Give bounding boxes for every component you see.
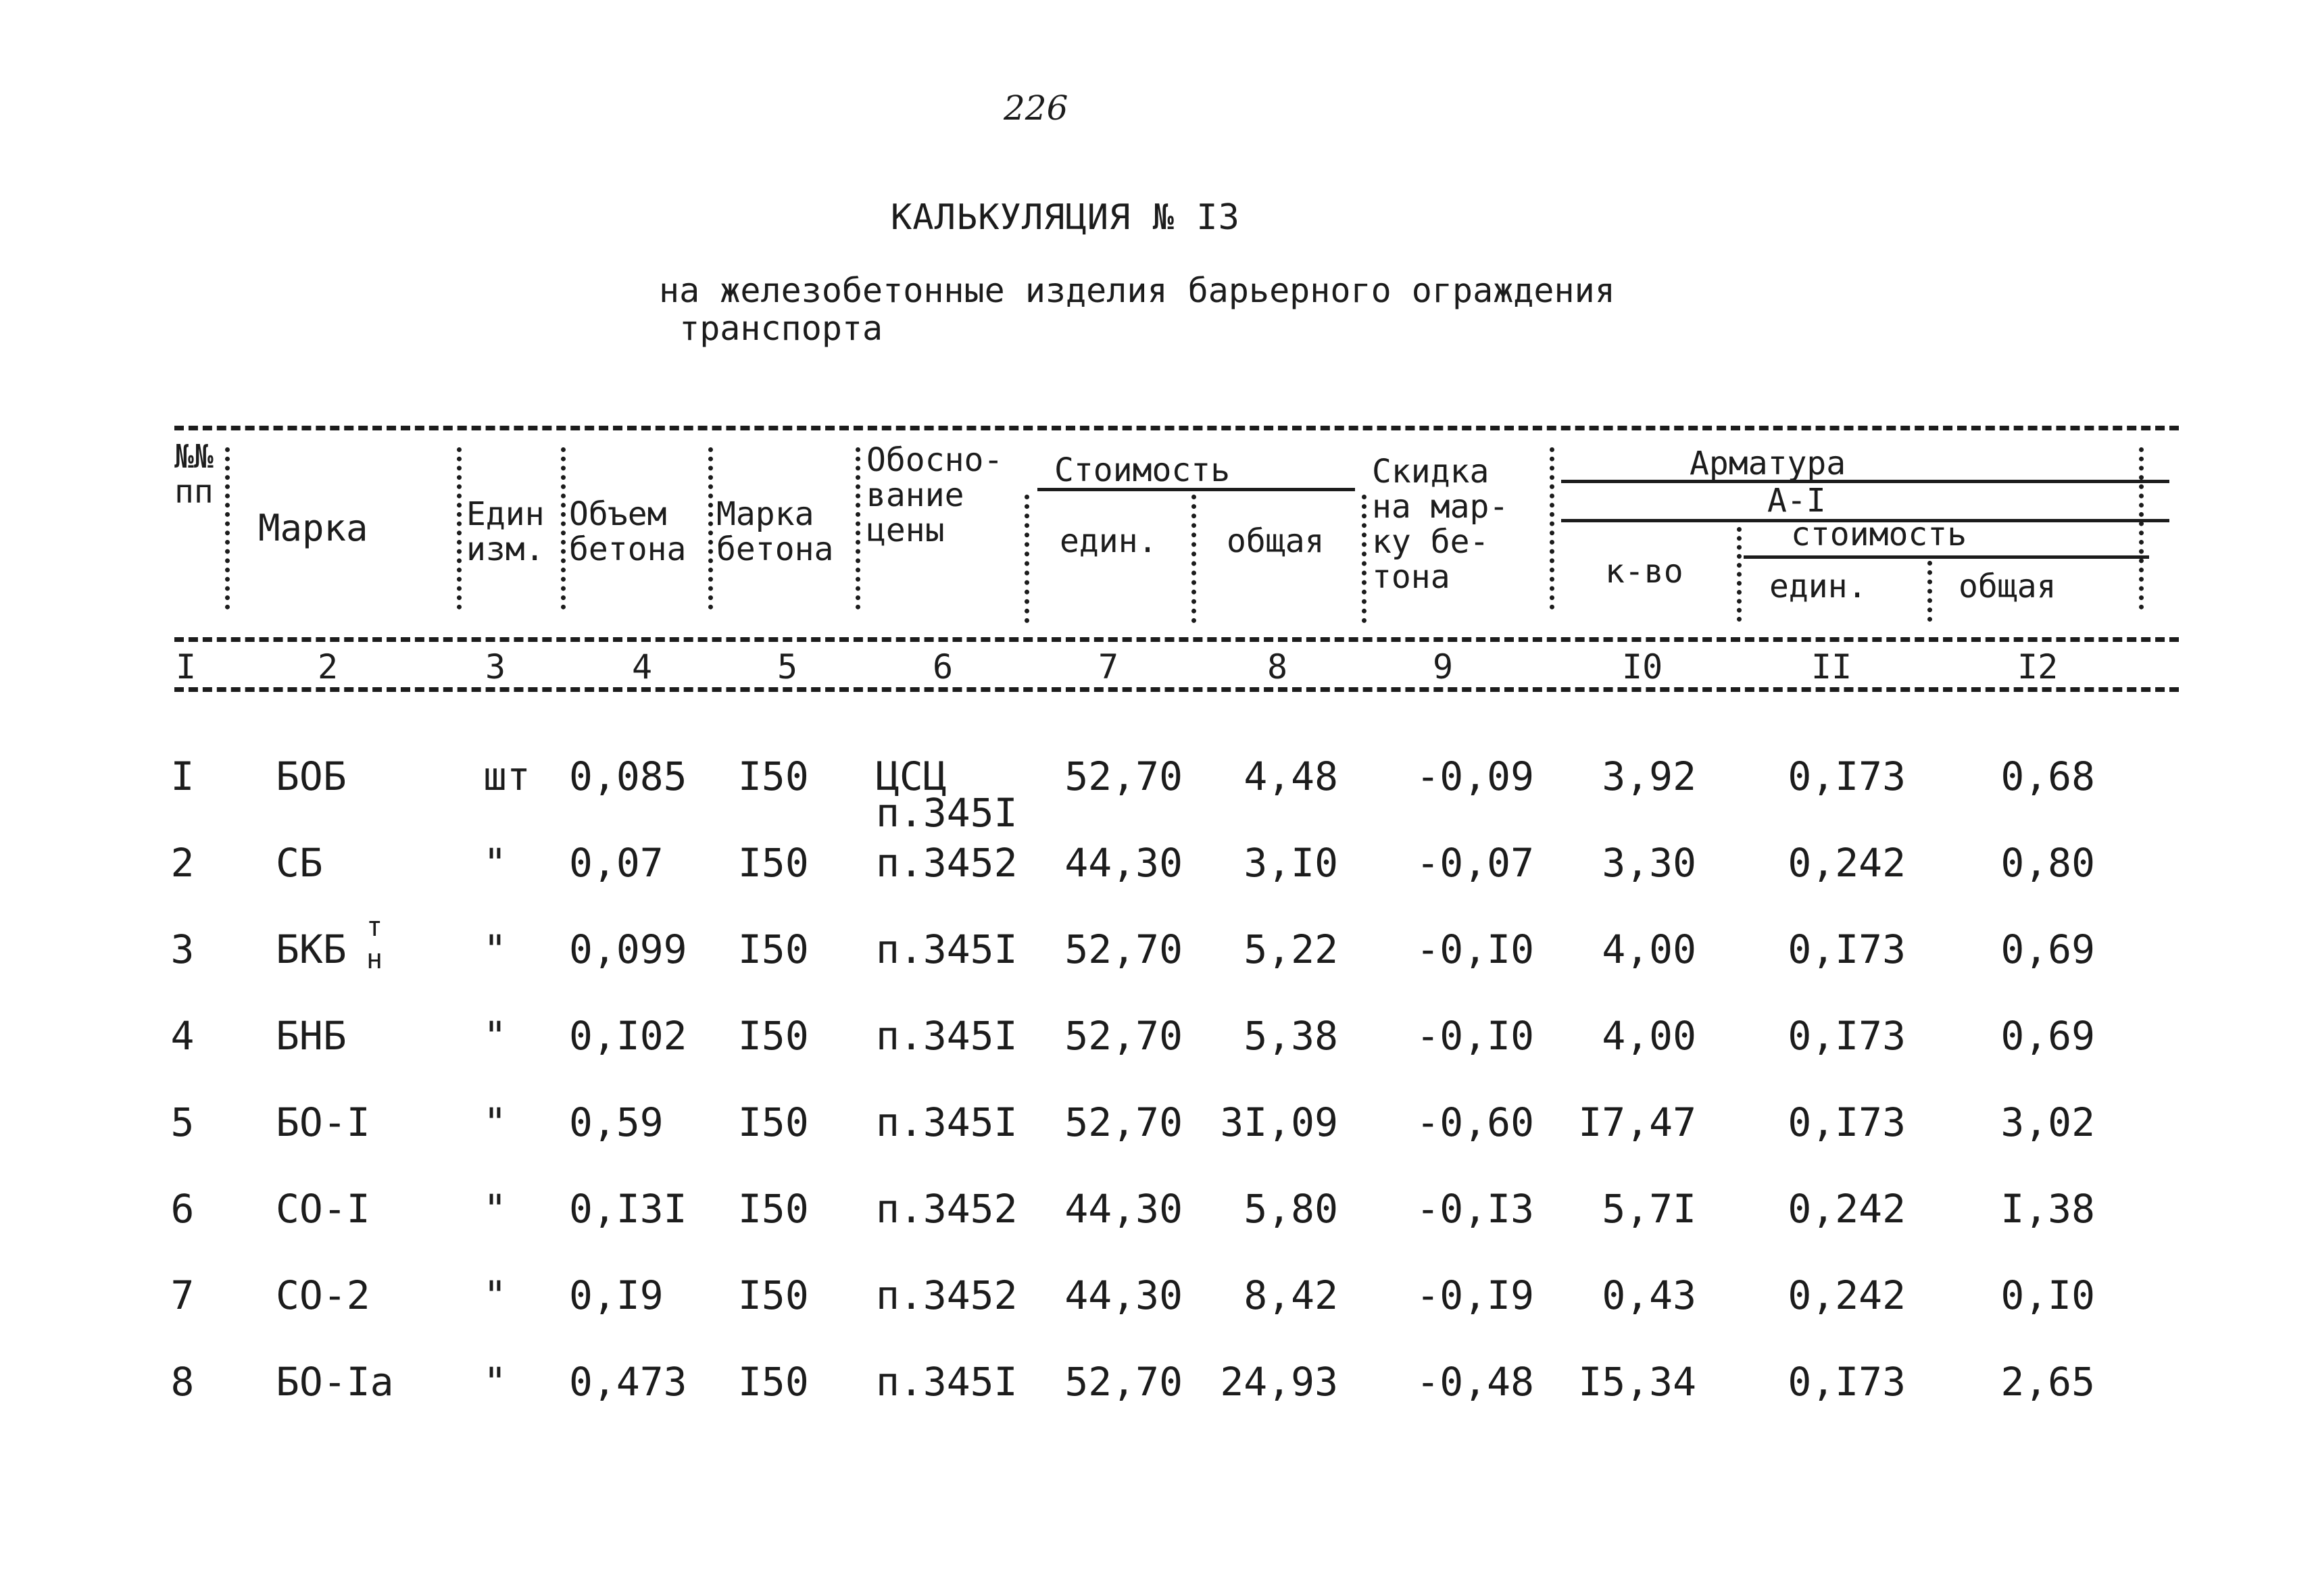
calculation-subtitle: на железобетонные изделия барьерного ограждения транспорта	[659, 271, 1615, 348]
discount-cell: -0,09	[1416, 753, 1534, 799]
grade-cell: I50	[738, 840, 809, 886]
header-concrete-grade: Марка бетона	[716, 495, 834, 568]
header-armatura-total: общая	[1959, 568, 2057, 605]
header-cost-unit: един.	[1060, 522, 1158, 560]
volume-cell: 0,59	[569, 1099, 664, 1145]
cost-unit-cell: 52,70	[1064, 753, 1183, 799]
cost-unit-cell: 52,70	[1064, 1359, 1183, 1405]
grade-cell: I50	[738, 1013, 809, 1059]
header-a1-group: А-I	[1767, 482, 1826, 520]
column-number: 7	[1098, 647, 1119, 687]
mark-subscript: н	[366, 944, 383, 975]
cost-unit-cell: 52,70	[1064, 926, 1183, 972]
mark-cell: СО-2	[276, 1272, 370, 1318]
arm-total-cell: 3,02	[2000, 1099, 2095, 1145]
discount-cell: -0,60	[1416, 1099, 1534, 1145]
basis-cell: п.3452	[876, 840, 1018, 886]
column-numbers-rule	[174, 687, 2179, 692]
basis-cell: п.3452	[876, 1186, 1018, 1232]
arm-total-cell: 0,I0	[2000, 1272, 2095, 1318]
basis-cell: п.345I	[876, 1099, 1018, 1145]
volume-cell: 0,I3I	[569, 1186, 687, 1232]
header-unit: Един изм.	[466, 495, 545, 568]
header-armatura-unit: един.	[1769, 568, 1867, 605]
mark-cell: СО-I	[276, 1186, 370, 1232]
row-number: 5	[170, 1099, 195, 1145]
qty-cell: 4,00	[1602, 1013, 1696, 1059]
header-mark: Марка	[258, 507, 368, 549]
unit-cell: "	[483, 1013, 507, 1059]
arm-unit-cell: 0,I73	[1788, 1359, 1906, 1405]
unit-cell: "	[483, 1186, 507, 1232]
discount-cell: -0,48	[1416, 1359, 1534, 1405]
column-number: 9	[1433, 647, 1454, 687]
cost-total-cell: 3,I0	[1244, 840, 1338, 886]
col-sep-9	[1550, 447, 1554, 609]
header-cost2-group: стоимость	[1791, 516, 1967, 553]
unit-cell: "	[483, 840, 507, 886]
grade-cell: I50	[738, 1359, 809, 1405]
qty-cell: 3,30	[1602, 840, 1696, 886]
unit-cell: "	[483, 1272, 507, 1318]
header-armatura-qty: к-во	[1605, 553, 1683, 591]
arm-unit-cell: 0,I73	[1788, 926, 1906, 972]
volume-cell: 0,I02	[569, 1013, 687, 1059]
volume-cell: 0,I9	[569, 1272, 664, 1318]
mark-cell: БНБ	[276, 1013, 347, 1059]
cost-unit-cell: 52,70	[1064, 1013, 1183, 1059]
column-number: 6	[933, 647, 954, 687]
cost-total-cell: 5,80	[1244, 1186, 1338, 1232]
cost-unit-cell: 44,30	[1064, 1272, 1183, 1318]
arm-unit-cell: 0,242	[1788, 1272, 1906, 1318]
basis-cell: п.345I	[876, 1359, 1018, 1405]
col-sep-1	[225, 447, 230, 609]
grade-cell: I50	[738, 753, 809, 799]
header-concrete-volume: Объем бетона	[569, 495, 687, 568]
grade-cell: I50	[738, 1272, 809, 1318]
cost-unit-cell: 44,30	[1064, 1186, 1183, 1232]
basis-cell: п.345I	[876, 1013, 1018, 1059]
discount-cell: -0,I0	[1416, 926, 1534, 972]
row-number: 4	[170, 1013, 195, 1059]
arm-unit-cell: 0,I73	[1788, 753, 1906, 799]
arm-unit-cell: 0,I73	[1788, 1099, 1906, 1145]
arm-total-cell: 0,68	[2000, 753, 2095, 799]
cost-total-cell: 4,48	[1244, 753, 1338, 799]
column-number: 2	[318, 647, 339, 687]
header-cost-total: общая	[1227, 522, 1325, 560]
row-number: 2	[170, 840, 195, 886]
column-number: 3	[485, 647, 506, 687]
col-sep-6	[1025, 495, 1029, 623]
header-bottom-rule	[174, 637, 2179, 642]
unit-cell: "	[483, 1359, 507, 1405]
col-sep-5	[856, 447, 860, 609]
grade-cell: I50	[738, 1186, 809, 1232]
cost2-group-underline	[1744, 555, 2149, 559]
header-price-basis: Обосно- вание цены	[866, 441, 1004, 549]
row-number: 8	[170, 1359, 195, 1405]
qty-cell: 0,43	[1602, 1272, 1696, 1318]
discount-cell: -0,I9	[1416, 1272, 1534, 1318]
qty-cell: I7,47	[1578, 1099, 1696, 1145]
cost-total-cell: 5,38	[1244, 1013, 1338, 1059]
grade-cell: I50	[738, 1099, 809, 1145]
col-sep-4	[708, 447, 713, 609]
volume-cell: 0,07	[569, 840, 664, 886]
header-row-number: №№ пп	[174, 438, 214, 511]
row-number: I	[170, 753, 195, 799]
header-discount: Скидка на мар- ку бе- тона	[1372, 453, 1509, 596]
mark-cell: БКБ	[276, 926, 347, 972]
arm-total-cell: 0,69	[2000, 926, 2095, 972]
volume-cell: 0,099	[569, 926, 687, 972]
row-number: 7	[170, 1272, 195, 1318]
arm-total-cell: 0,69	[2000, 1013, 2095, 1059]
arm-unit-cell: 0,242	[1788, 1186, 1906, 1232]
col-sep-12	[2139, 447, 2144, 609]
column-number: II	[1811, 647, 1852, 687]
qty-cell: I5,34	[1578, 1359, 1696, 1405]
volume-cell: 0,085	[569, 753, 687, 799]
cost-total-cell: 8,42	[1244, 1272, 1338, 1318]
mark-cell: СБ	[276, 840, 323, 886]
column-number: I0	[1622, 647, 1663, 687]
unit-cell: "	[483, 926, 507, 972]
discount-cell: -0,07	[1416, 840, 1534, 886]
table-top-rule	[174, 426, 2179, 430]
qty-cell: 4,00	[1602, 926, 1696, 972]
page-number: 226	[1004, 89, 1068, 128]
qty-cell: 3,92	[1602, 753, 1696, 799]
column-number: I	[176, 647, 197, 687]
mark-cell: БО-Iа	[276, 1359, 394, 1405]
row-number: 6	[170, 1186, 195, 1232]
column-number: 5	[777, 647, 798, 687]
unit-cell: "	[483, 1099, 507, 1145]
calculation-title: КАЛЬКУЛЯЦИЯ № I3	[891, 197, 1240, 238]
arm-total-cell: 0,80	[2000, 840, 2095, 886]
cost-unit-cell: 52,70	[1064, 1099, 1183, 1145]
mark-cell: БО-I	[276, 1099, 370, 1145]
basis-cell: ЦСЦ	[876, 753, 947, 799]
header-cost-group: Стоимость	[1054, 451, 1231, 489]
mark-superscript: т	[366, 912, 383, 943]
arm-total-cell: I,38	[2000, 1186, 2095, 1232]
volume-cell: 0,473	[569, 1359, 687, 1405]
cost-total-cell: 24,93	[1220, 1359, 1338, 1405]
cost-unit-cell: 44,30	[1064, 840, 1183, 886]
cost-total-cell: 5,22	[1244, 926, 1338, 972]
arm-unit-cell: 0,242	[1788, 840, 1906, 886]
col-sep-3	[561, 447, 566, 609]
qty-cell: 5,7I	[1602, 1186, 1696, 1232]
armatura-group-underline	[1561, 480, 2169, 483]
discount-cell: -0,I3	[1416, 1186, 1534, 1232]
column-number: 8	[1267, 647, 1288, 687]
header-armatura-group: Арматура	[1690, 445, 1846, 482]
column-number: I2	[2017, 647, 2059, 687]
cost-total-cell: 3I,09	[1220, 1099, 1338, 1145]
discount-cell: -0,I0	[1416, 1013, 1534, 1059]
grade-cell: I50	[738, 926, 809, 972]
basis-cell: п.3452	[876, 1272, 1018, 1318]
col-sep-8	[1362, 495, 1367, 623]
arm-unit-cell: 0,I73	[1788, 1013, 1906, 1059]
unit-cell: шт	[483, 753, 531, 799]
arm-total-cell: 2,65	[2000, 1359, 2095, 1405]
col-sep-7	[1191, 495, 1196, 623]
col-sep-2	[457, 447, 462, 609]
basis-cell-line2: п.345I	[876, 790, 1018, 836]
column-number: 4	[632, 647, 653, 687]
row-number: 3	[170, 926, 195, 972]
mark-cell: БОБ	[276, 753, 347, 799]
col-sep-10	[1737, 527, 1742, 622]
basis-cell: п.345I	[876, 926, 1018, 972]
col-sep-11	[1927, 561, 1932, 622]
